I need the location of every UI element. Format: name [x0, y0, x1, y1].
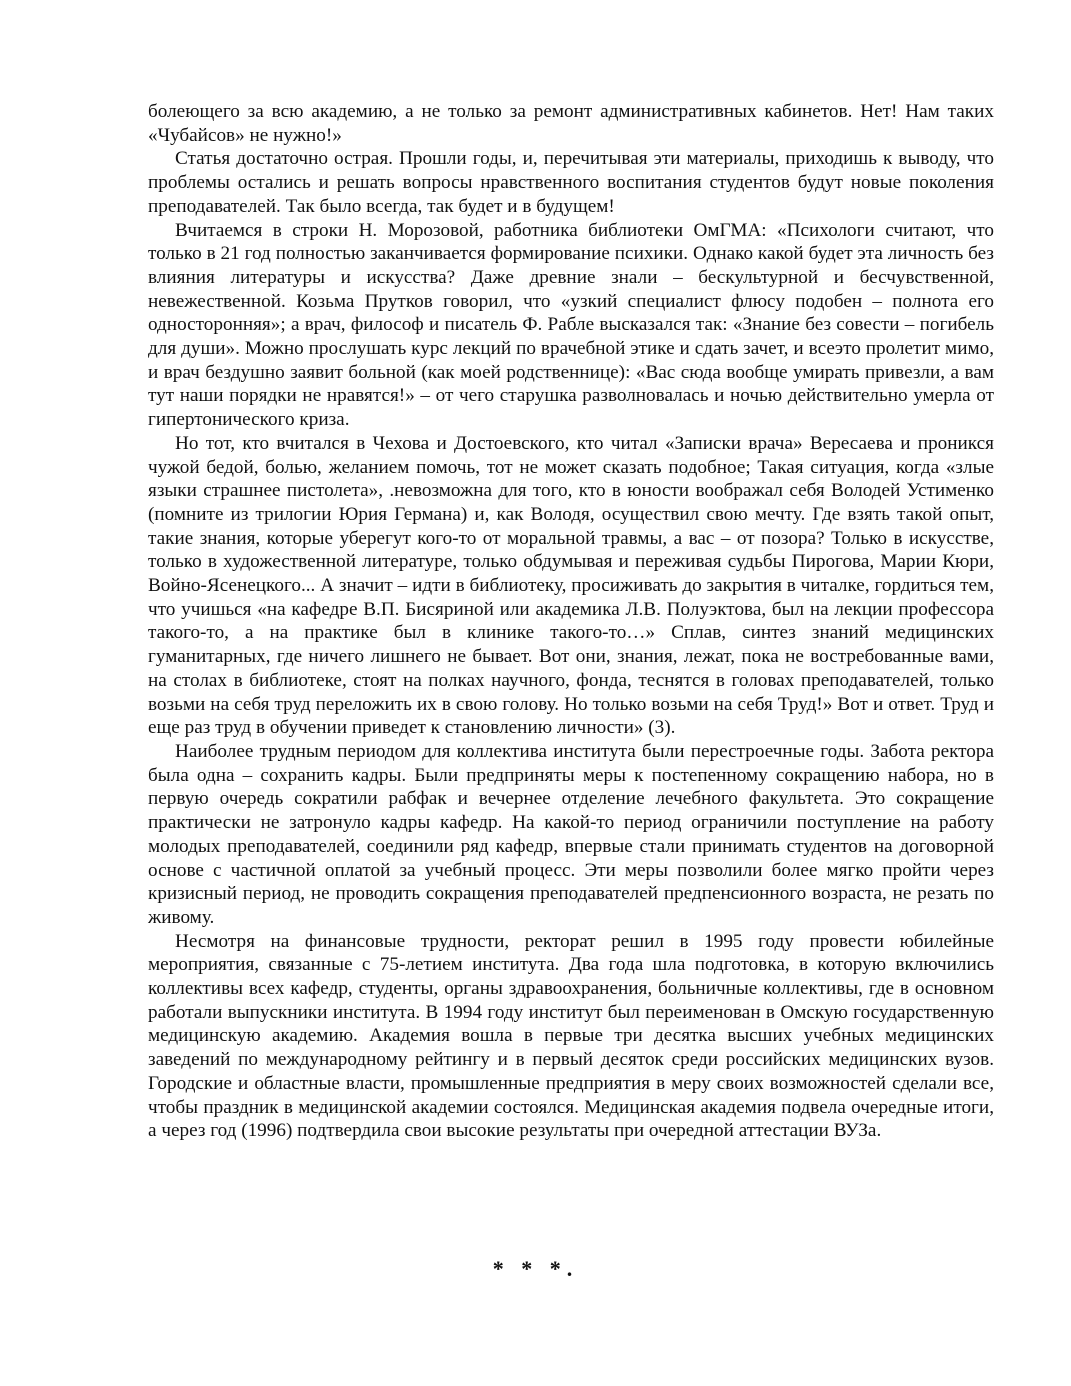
paragraph: Статья достаточно острая. Прошли годы, и, перечитывая эти материалы, приходишь к выводу, что проблемы остались и решать вопросы нравственного воспитания студентов будут новые поколения преподавателей. Так было всегда, так будет и в будущем!	[148, 148, 994, 217]
paragraph: Несмотря на финансовые трудности, ректорат решил в 1995 году провести юбилейные мероприятия, связанные с 75-летием института. Два года шла подготовка, в которую включились коллективы всех кафедр, студенты, органы здравоохранения, больничные коллективы, где в основном работали выпускники института. В 1994 году институт был переименован в Омскую государственную медицинскую академию. Академия вошла в первые три десятка высших учебных медицинских заведений по международному рейтингу и в первый десяток среди российских медицинских вузов. Городские и областные власти, промышленные предприятия в меру своих возможностей сделали все, чтобы праздник в медицинской академии состоялся. Медицинская академия подвела очередные итоги, а через год (1996) подтвердила свои высокие результаты при очередной аттестации ВУЗа.	[148, 930, 994, 1142]
section-separator: * * *.	[492, 1256, 579, 1281]
paragraph: Вчитаемся в строки Н. Морозовой, работника библиотеки ОмГМА: «Психологи считают, что только в 21 год полностью заканчивается формирование психики. Однако какой будет эта личность без влияния литературы и искусства? Даже древние знали – бескультурной и бесчувственной, невежественной. Козьма Прутков говорил, что «узкий специалист флюсу подобен – полнота его односторонняя»; а врач, философ и писатель Ф. Рабле высказался так: «Знание без совести – погибель для души». Можно прослушать курс лекций по врачебной этике и сдать зачет, и всеэто пролетит мимо, и врач бездушно заявит больной (как моей родственнице): «Вас сюда вообще умирать привезли, а вам тут наши порядки не нравятся!» – от чего старушка разволновалась и ночью действительно умерла от гипертонического криза.	[148, 219, 994, 431]
paragraph-continuation: болеющего за всю академию, а не только за ремонт административных кабинетов. Нет! Нам таких «Чубайсов» не нужно!»	[148, 101, 994, 146]
document-page	[148, 100, 994, 1143]
paragraph: Наиболее трудным периодом для коллектива института были перестроечные годы. Забота ректора была одна – сохранить кадры. Были предприняты меры к постепенному сокращению набора, но в первую очередь сократили рабфак и вечернее отделение лечебного факультета. Это сокращение практически не затронуло кадры кафедр. На какой-то период ограничили поступление на работу молодых преподавателей, соединили ряд кафедр, впервые стали принимать студентов на договорной основе с частичной оплатой за учебный процесс. Эти меры позволили более мягко пройти через кризисный период, не проводить сокращения преподавателей предпенсионного возраста, не резать по живому.	[148, 740, 994, 928]
paragraph: Но тот, кто вчитался в Чехова и Достоевского, кто читал «Записки врача» Вересаева и проникся чужой бедой, болью, желанием помочь, тот не может сказать подобное; Такая ситуация, когда «злые языки страшнее пистолета», .невозможна для того, кто в юности воображал себя Володей Устименко (помните из трилогии Юрия Германа) и, как Володя, осуществил свою мечту. Где взять такой опыт, такие знания, которые уберегут кого-то от моральной травмы, а вас – от позора? Только в искусстве, только в художественной литературе, только обдумывая и переживая судьбы Пирогова, Марии Кюри, Войно-Ясенецкого... А значит – идти в библиотеку, просиживать до закрытия в читалке, гордиться тем, что учишься «на кафедре В.П. Бисяриной или академика Л.В. Полуэктова, был на лекции профессора такого-то, а на практике был в клинике такого-то…» Сплав, синтез знаний медицинских гуманитарных, где ничего лишнего не бывает. Вот они, знания, лежат, пока не востребованные вами, на столах в библиотеке, стоят на полках научного, фонда, теснятся в головах преподавателей, только возьми на себя труд переложить их в свою голову. Но только возьми на себя Труд!» Вот и ответ. Труд и еще раз труд в обучении приведет к становлению личности» (3).	[148, 432, 994, 739]
